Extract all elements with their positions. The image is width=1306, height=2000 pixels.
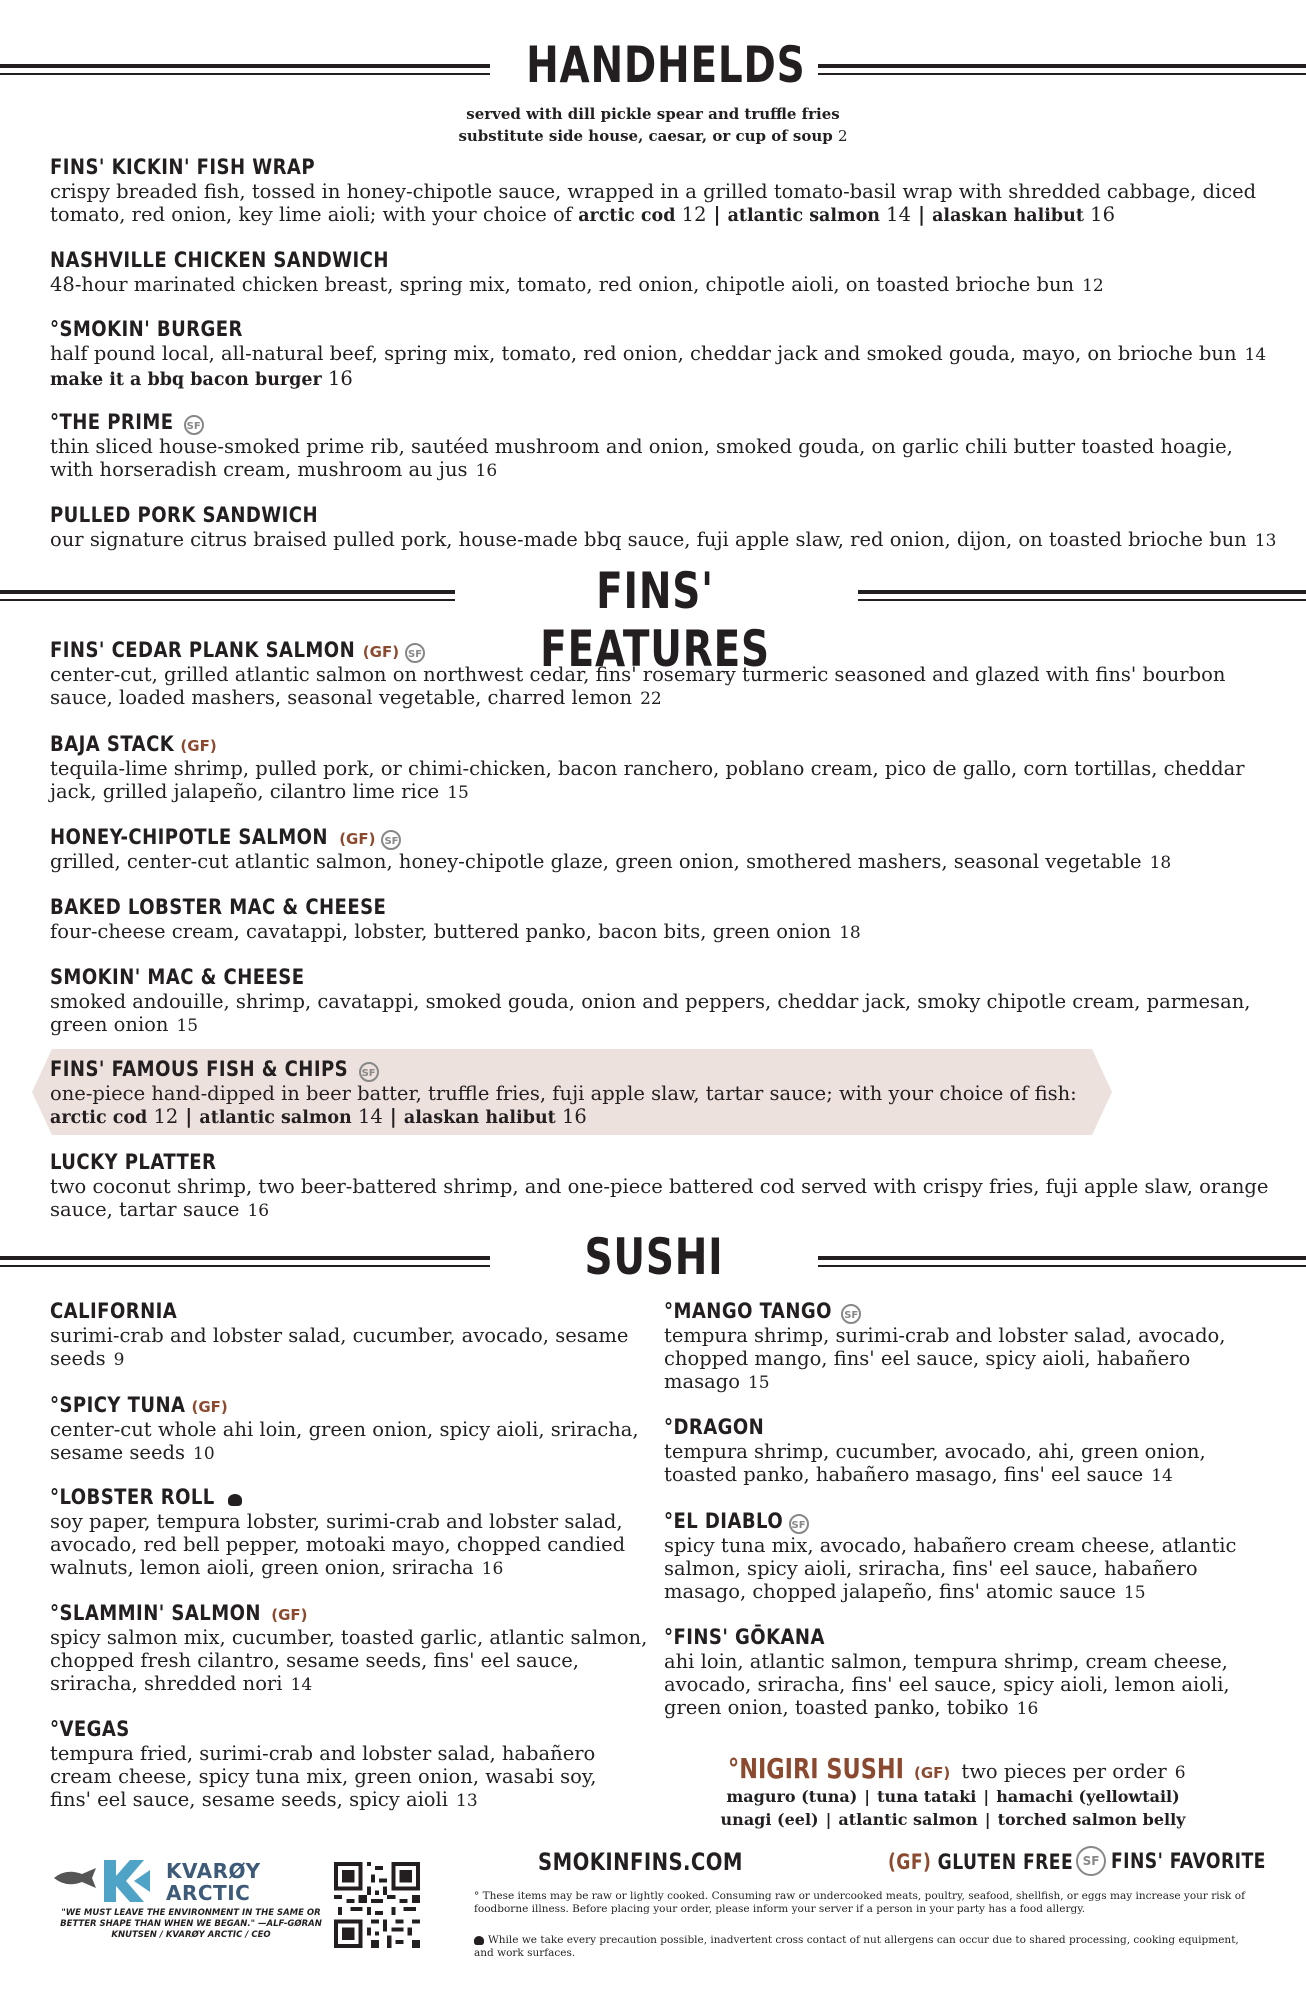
item-name: LUCKY PLATTER [50, 1150, 217, 1174]
menu-item-fish-wrap [50, 154, 1270, 228]
gluten-free-legend: (GF) GLUTEN FREE [888, 1850, 1074, 1874]
fins-favorite-icon: SF [359, 1062, 379, 1082]
item-name: °DRAGON [664, 1415, 765, 1439]
item-name: °VEGAS [50, 1717, 130, 1741]
nut-allergen-icon [228, 1494, 242, 1506]
menu-item-cedar-plank-salmon [50, 637, 1270, 711]
section-title-features: FINS' FEATURES [540, 562, 770, 678]
menu-item-smokin-mac [50, 964, 1270, 1038]
item-desc: tempura shrimp, surimi-crab and lobster salad, avocado, chopped mango, fins' eel sauce, spicy aioli, habañero masago 15 [664, 1324, 1226, 1393]
fins-favorite-icon: SF [381, 830, 401, 850]
item-desc: thin sliced house-smoked prime rib, sautéed mushroom and onion, smoked gouda, on garlic chili butter toasted hoagie, with horseradish cream, mushroom au jus 16 [50, 435, 1233, 481]
section-title-handhelds: HANDHELDS [526, 36, 806, 94]
item-desc: one-piece hand-dipped in beer batter, truffle fries, fuji apple slaw, tartar sauce; with your choice of fish: [50, 1082, 1077, 1105]
fins-favorite-icon: SF [1076, 1846, 1106, 1876]
item-options: arctic cod 12 | atlantic salmon 14 | alaskan halibut 16 [50, 1105, 587, 1128]
gluten-free-badge: (GF) [339, 830, 376, 848]
menu-item-pulled-pork [50, 502, 1290, 553]
item-name: NASHVILLE CHICKEN SANDWICH [50, 248, 389, 272]
kvaroy-quote: "WE MUST LEAVE THE ENVIRONMENT IN THE SAME OR BETTER SHAPE THAN WHEN WE BEGAN." —ALF-GØRAN KNUTSEN / KVARØY ARCTIC / CEO [60, 1908, 322, 1940]
item-name: CALIFORNIA [50, 1299, 178, 1323]
menu-item-lucky-platter [50, 1149, 1270, 1223]
item-name: FINS' KICKIN' FISH WRAP [50, 155, 316, 179]
handhelds-subtitle-2: substitute side house, caesar, or cup of soup 2 [458, 127, 848, 145]
nigiri-options-line-1: maguro (tuna) | tuna tataki | hamachi (yellowtail) [726, 1787, 1180, 1806]
sushi-item-slammin-salmon [50, 1600, 650, 1697]
menu-item-the-prime [50, 409, 1280, 483]
website-link[interactable]: SMOKINFINS.COM [538, 1848, 743, 1876]
section-rule-right [818, 64, 1306, 75]
item-name: °NIGIRI SUSHI [728, 1752, 904, 1785]
item-name: °EL DIABLO [664, 1509, 784, 1533]
menu-item-baja-stack [50, 731, 1270, 805]
kvaroy-brand-line-1: KVARØY [166, 1859, 261, 1883]
item-name: °MANGO TANGO [664, 1299, 832, 1323]
item-name: PULLED PORK SANDWICH [50, 503, 319, 527]
item-name: °SLAMMIN' SALMON [50, 1601, 261, 1625]
section-rule-right [818, 1256, 1306, 1267]
item-name: SMOKIN' MAC & CHEESE [50, 965, 305, 989]
gluten-free-badge: (GF) [914, 1764, 951, 1782]
item-name: °SPICY TUNA [50, 1393, 186, 1417]
item-desc: center-cut whole ahi loin, green onion, spicy aioli, sriracha, sesame seeds 10 [50, 1418, 639, 1464]
section-rule-left [0, 590, 455, 601]
fish-logo-icon [52, 1866, 102, 1890]
item-desc: soy paper, tempura lobster, surimi-crab and lobster salad, avocado, red bell pepper, motoaki mayo, chopped candied walnuts, lemon aioli, green onion, sriracha 16 [50, 1510, 626, 1579]
sushi-item-vegas [50, 1716, 640, 1813]
gluten-free-badge: (GF) [191, 1398, 228, 1416]
item-desc: our signature citrus braised pulled pork, house-made bbq sauce, fuji apple slaw, red onion, dijon, on toasted brioche bun 13 [50, 528, 1277, 551]
item-name: °LOBSTER ROLL [50, 1485, 215, 1509]
sushi-item-california [50, 1298, 640, 1372]
gluten-free-badge: (GF) [180, 737, 217, 755]
fins-favorite-icon: SF [405, 643, 425, 663]
item-desc: two coconut shrimp, two beer-battered shrimp, and one-piece battered cod served with crispy fries, fuji apple slaw, orange sauce, tartar sauce 16 [50, 1175, 1269, 1221]
item-extra: make it a bbq bacon burger 16 [50, 367, 353, 390]
raw-food-disclaimer: ° These items may be raw or lightly cooked. Consuming raw or undercooked meats, poultry, seafood, shellfish, or eggs may increase your risk of foodborne illness. Before placing your order, please inform your server if a person in your party has a food allergy. [474, 1890, 1245, 1915]
fins-favorite-icon: SF [789, 1514, 809, 1534]
item-name: °THE PRIME [50, 410, 174, 434]
item-desc: 48-hour marinated chicken breast, spring mix, tomato, red onion, chipotle aioli, on toasted brioche bun 12 [50, 273, 1104, 296]
item-desc: four-cheese cream, cavatappi, lobster, buttered panko, bacon bits, green onion 18 [50, 920, 861, 943]
item-name: BAKED LOBSTER MAC & CHEESE [50, 895, 387, 919]
nigiri-options-line-2: unagi (eel) | atlantic salmon | torched salmon belly [720, 1810, 1186, 1829]
item-desc: tempura fried, surimi-crab and lobster salad, habañero cream cheese, spicy tuna mix, green onion, wasabi soy, fins' eel sauce, sesame seeds, spicy aioli 13 [50, 1742, 597, 1811]
item-desc: spicy tuna mix, avocado, habañero cream cheese, atlantic salmon, spicy aioli, sriracha, fins' eel sauce, habañero masago, chopped jalapeño, fins' atomic sauce 15 [664, 1534, 1237, 1603]
sushi-item-lobster-roll [50, 1484, 640, 1581]
item-desc: half pound local, all-natural beef, spring mix, tomato, red onion, cheddar jack and smoked gouda, mayo, on brioche bun 14 [50, 342, 1267, 365]
kvaroy-logo-icon [100, 1858, 160, 1904]
sushi-item-mango-tango [664, 1298, 1244, 1395]
item-desc: grilled, center-cut atlantic salmon, honey-chipotle glaze, green onion, smothered mashers, seasonal vegetable 18 [50, 850, 1172, 873]
kvaroy-brand-line-2: ARCTIC [166, 1881, 251, 1905]
nut-allergen-icon [474, 1936, 484, 1945]
section-rule-left [0, 64, 490, 75]
section-title-sushi: SUSHI [584, 1228, 724, 1286]
item-desc: surimi-crab and lobster salad, cucumber, avocado, sesame seeds 9 [50, 1324, 629, 1370]
item-name: BAJA STACK [50, 732, 175, 756]
nut-allergen-notice: While we take every precaution possible, inadvertent cross contact of nut allergens can occur due to shared processing, cooking equipment, and work surfaces. [474, 1934, 1239, 1959]
menu-item-honey-chipotle-salmon [50, 824, 1270, 875]
item-desc: ahi loin, atlantic salmon, tempura shrimp, cream cheese, avocado, sriracha, fins' eel sauce, spicy aioli, lemon aioli, green onion, toasted panko, tobiko 16 [664, 1650, 1230, 1719]
qr-code[interactable] [334, 1862, 420, 1948]
item-name: °FINS' GŌKANA [664, 1625, 825, 1649]
sushi-item-spicy-tuna [50, 1392, 650, 1466]
section-rule-right [858, 590, 1306, 601]
section-rule-left [0, 1256, 490, 1267]
fins-favorite-icon: SF [841, 1304, 861, 1324]
gluten-free-badge: (GF) [271, 1606, 308, 1624]
item-desc: smoked andouille, shrimp, cavatappi, smoked gouda, onion and peppers, cheddar jack, smoky chipotle cream, parmesan, green onion 15 [50, 990, 1251, 1036]
gluten-free-badge: (GF) [362, 643, 400, 661]
item-name: FINS' FAMOUS FISH & CHIPS [50, 1057, 349, 1081]
item-desc: tempura shrimp, cucumber, avocado, ahi, green onion, toasted panko, habañero masago, fins' eel sauce 14 [664, 1440, 1206, 1486]
sushi-item-nigiri: °NIGIRI SUSHI (GF) two pieces per order 6 maguro (tuna) | tuna tataki | hamachi (yellowtail) unagi (eel) | atlantic salmon | torched salmon belly [728, 1752, 1208, 1831]
item-desc: center-cut, grilled atlantic salmon on northwest cedar, fins' rosemary turmeric seasoned and glazed with fins' bourbon sauce, loaded mashers, seasonal vegetable, charred lemon 22 [50, 663, 1226, 709]
sushi-item-fins-gokana [664, 1624, 1244, 1721]
menu-item-fish-and-chips [50, 1056, 1110, 1130]
item-desc: tequila-lime shrimp, pulled pork, or chimi-chicken, bacon ranchero, poblano cream, pico de gallo, corn tortillas, cheddar jack, grilled jalapeño, cilantro lime rice 15 [50, 757, 1245, 803]
menu-item-smokin-burger [50, 316, 1280, 392]
sushi-item-el-diablo [664, 1508, 1244, 1605]
item-name: HONEY-CHIPOTLE SALMON [50, 825, 328, 849]
menu-item-lobster-mac [50, 894, 1270, 945]
item-desc: crispy breaded fish, tossed in honey-chipotle sauce, wrapped in a grilled tomato-basil wrap with shredded cabbage, diced tomato, red onion, key lime aioli; with your choice of arctic cod 12 | atlantic salmon 14 | alaskan halibut 16 [50, 180, 1257, 226]
menu-item-nashville-chicken [50, 247, 1270, 298]
item-name: FINS' CEDAR PLANK SALMON [50, 638, 356, 662]
fins-favorite-icon: SF [184, 415, 204, 435]
item-name: °SMOKIN' BURGER [50, 317, 243, 341]
item-desc: spicy salmon mix, cucumber, toasted garlic, atlantic salmon, chopped fresh cilantro, sesame seeds, fins' eel sauce, sriracha, shredded nori 14 [50, 1626, 648, 1695]
item-desc: two pieces per order [961, 1760, 1167, 1783]
handhelds-subtitle-1: served with dill pickle spear and truffle fries [466, 105, 840, 123]
sushi-item-dragon [664, 1414, 1244, 1488]
fins-favorite-legend: SF FINS' FAVORITE [1076, 1846, 1300, 1876]
